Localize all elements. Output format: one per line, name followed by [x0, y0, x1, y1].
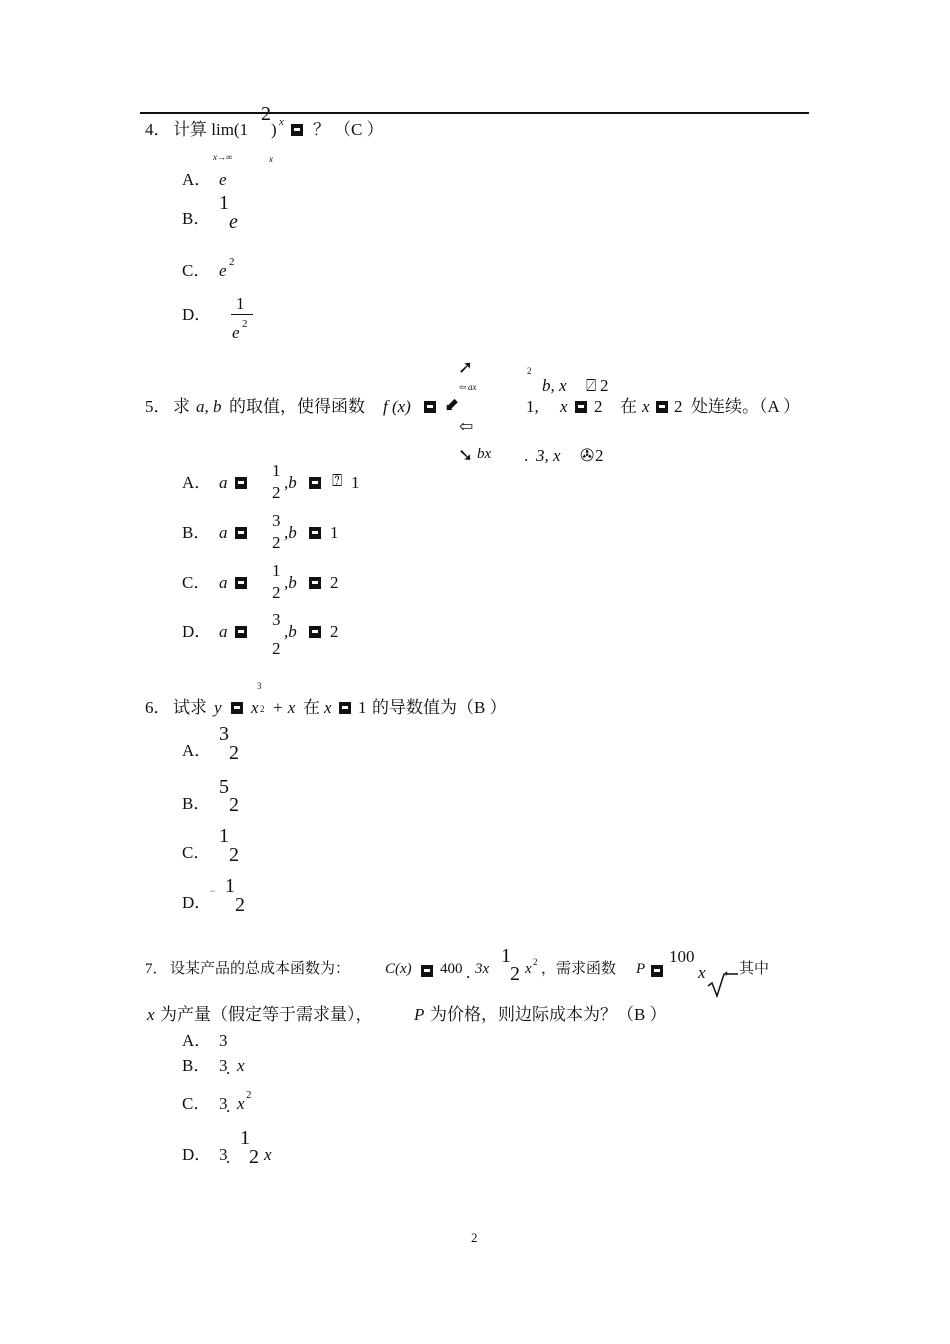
plus-dot-icon: .	[226, 1059, 231, 1078]
q4-option-b-den: e	[229, 211, 238, 233]
q7-half-num: 1	[501, 945, 511, 967]
q5-piece2-expr: 1,	[526, 397, 539, 416]
q5-func: f (x)	[383, 397, 411, 416]
q4-option-c-base: e	[219, 261, 227, 280]
q7-cost-func: C(x)	[385, 961, 412, 977]
q4-option-d-fraction-line	[231, 314, 253, 315]
q7-option-d-num: 1	[240, 1127, 250, 1149]
q4-paren-close: )	[271, 120, 277, 139]
q7-option-b-label: B．	[182, 1056, 211, 1075]
q5-option-b-b: ,b	[284, 523, 297, 542]
q4-option-d-num: 1	[236, 294, 245, 313]
q7-hundred: 100	[669, 947, 695, 966]
equals-icon	[651, 962, 663, 979]
q7-line2-b: 为价格，则边际成本为？（B ）	[430, 1005, 667, 1024]
q5-text-end: 处连续。（A ）	[691, 397, 801, 416]
q4-eq: ？	[313, 120, 330, 139]
q5-piece3-expr: bx	[477, 446, 492, 462]
equals-icon	[235, 474, 247, 491]
q6-text-in: 在	[303, 698, 320, 717]
q6-option-d-num: 1	[225, 875, 235, 897]
q5-option-c-den: 2	[272, 583, 281, 602]
equals-icon	[575, 398, 587, 415]
q7-line2-x: x	[147, 1005, 155, 1024]
q6-option-c-den: 2	[229, 844, 239, 866]
q4-option-a-label: A．	[182, 170, 212, 189]
q5-option-a-a: a	[219, 473, 228, 492]
q5-option-a-label: A．	[182, 473, 212, 492]
q7-cost-const: 400	[440, 961, 463, 977]
q5-option-d-val: 2	[330, 622, 339, 641]
q7-option-d-den: 2	[249, 1146, 259, 1168]
q4-exp: x	[279, 116, 284, 128]
q5-piece1-tail: b, x	[542, 376, 567, 395]
q5-piece1-sup: 2	[527, 366, 532, 376]
q7-option-b-var: x	[237, 1056, 245, 1075]
q6-x: x	[251, 698, 259, 717]
q6-option-b-num: 5	[219, 776, 229, 798]
q7-line2-a: 为产量（假定等于需求量），	[160, 1005, 373, 1024]
q5-option-b-a: a	[219, 523, 228, 542]
q7-root-x: x	[698, 963, 706, 982]
equals-icon	[309, 623, 321, 640]
q5-option-a-den: 2	[272, 483, 281, 502]
q4-lim-sub: x→∞	[213, 152, 233, 162]
equals-icon	[339, 699, 351, 716]
q4-answer: （C ）	[334, 120, 384, 139]
q6-option-a-label: A．	[182, 741, 212, 760]
q4-option-a-expr: e	[219, 170, 227, 189]
q4-option-d-den: e	[232, 323, 240, 342]
q7-line2-p: P	[414, 1005, 425, 1024]
q6-option-a-num: 3	[219, 723, 229, 745]
q4-option-c-label: C．	[182, 261, 211, 280]
equals-icon	[424, 398, 436, 415]
equals-icon	[231, 699, 243, 716]
q5-text-prefix: 求	[173, 397, 190, 416]
q6-plus-x: + x	[272, 698, 296, 717]
plus-dot-icon: .	[226, 1148, 231, 1167]
q7-line1-prefix: 设某产品的总成本函数为：	[170, 961, 351, 977]
q7-option-c-sup: 2	[246, 1089, 252, 1101]
q4-den-x: x	[269, 154, 273, 164]
q7-half-den: 2	[510, 963, 520, 985]
q6-option-d-den: 2	[235, 894, 245, 916]
q6-at-x: x	[324, 698, 332, 717]
q7-option-d-var: x	[264, 1145, 272, 1164]
equals-icon	[235, 524, 247, 541]
q5-option-d-b: ,b	[284, 622, 297, 641]
q7-cost-lin: 3x	[475, 961, 490, 977]
q7-option-a-expr: 3	[219, 1031, 228, 1050]
q6-number: 6．	[145, 698, 171, 717]
q4-option-b-num: 1	[219, 192, 229, 214]
q4-option-d-den-sup: 2	[242, 318, 248, 330]
plus-dot-icon: .	[466, 963, 471, 982]
q5-option-b-den: 2	[272, 533, 281, 552]
equals-icon	[291, 121, 303, 138]
q5-piece2-cond: 2	[594, 397, 603, 416]
q5-option-d-a: a	[219, 622, 228, 641]
q6-exp-num: 3	[257, 681, 262, 691]
q5-option-c-label: C．	[182, 573, 211, 592]
q5-piece1-expr: ax	[468, 382, 477, 392]
q7-cost-sq-sup: 2	[533, 957, 538, 967]
brace-mid-arrow-icon: ⬋	[444, 395, 460, 415]
q6-option-a-den: 2	[229, 742, 239, 764]
piece1-arrow-icon: ⇦	[459, 382, 467, 392]
brace-top-arrow-icon: ➚	[458, 357, 474, 377]
q5-option-d-num: 3	[272, 610, 281, 629]
q5-option-d-den: 2	[272, 639, 281, 658]
equals-icon	[656, 398, 668, 415]
q5-piece3-tail: 3, x	[536, 446, 561, 465]
q5-option-a-num: 1	[272, 461, 281, 480]
plus-dot-icon: .	[226, 1097, 231, 1116]
q5-piece2-x: x	[560, 397, 568, 416]
q7-mid-text: ，需求函数	[541, 961, 617, 977]
q6-y: y	[214, 698, 222, 717]
q7-option-c-var: x	[237, 1094, 245, 1113]
q4-option-c-sup: 2	[229, 256, 235, 268]
minus-icon: ⍰	[332, 471, 343, 490]
q5-cont-val: 2	[674, 397, 683, 416]
q5-option-a-val: 1	[351, 473, 360, 492]
q6-text-end: 的导数值为（B ）	[372, 698, 507, 717]
q5-option-c-a: a	[219, 573, 228, 592]
q7-cost-sq: x	[525, 961, 532, 977]
q5-option-c-b: ,b	[284, 573, 297, 592]
q6-option-c-num: 1	[219, 825, 229, 847]
q4-option-b-label: B．	[182, 209, 211, 228]
q6-option-b-den: 2	[229, 794, 239, 816]
q5-cont-x: x	[642, 397, 650, 416]
q5-option-a-b: ,b	[284, 473, 297, 492]
equals-icon	[235, 574, 247, 591]
equals-icon	[309, 574, 321, 591]
q7-option-d-label: D．	[182, 1145, 212, 1164]
q7-option-a-label: A．	[182, 1031, 212, 1050]
q6-option-d-prefix: −	[210, 886, 216, 896]
q7-tail: ，其中	[724, 961, 770, 977]
q6-option-c-label: C．	[182, 843, 211, 862]
q5-text-mid: 的取值，使得函数	[229, 397, 365, 416]
brace-bottom-arrow-icon: ➘	[458, 445, 474, 465]
q6-prefix: 试求	[173, 698, 207, 717]
equals-icon	[309, 474, 321, 491]
equals-icon	[421, 962, 433, 979]
q5-vars: a, b	[196, 397, 222, 416]
q7-option-c-label: C．	[182, 1094, 211, 1113]
q5-piece3-cond: 2	[595, 446, 604, 465]
q7-number: 7．	[145, 961, 168, 977]
q5-option-d-label: D．	[182, 622, 212, 641]
q7-option-c-expr: 3	[219, 1094, 228, 1113]
q5-option-b-val: 1	[330, 523, 339, 542]
brace-lower-arrow-icon: ⇦	[459, 417, 474, 436]
q7-p: P	[636, 961, 646, 977]
header-rule	[140, 112, 809, 114]
equals-icon	[235, 623, 247, 640]
q5-number: 5．	[145, 397, 171, 416]
q4-prefix: 计算 lim(1	[173, 120, 249, 139]
q7-option-d-expr: 3	[219, 1145, 228, 1164]
q5-option-c-val: 2	[330, 573, 339, 592]
q6-exp-den: 2	[260, 704, 265, 714]
not-equal-icon: ⍁	[586, 376, 597, 395]
greater-than-icon: ✇	[580, 446, 595, 465]
q6-val: 1	[358, 698, 367, 717]
q5-text-after: 在	[620, 397, 637, 416]
q5-option-c-num: 1	[272, 561, 281, 580]
q5-piece1-cond: 2	[600, 376, 609, 395]
q5-option-b-num: 3	[272, 511, 281, 530]
q4-option-d-label: D．	[182, 305, 212, 324]
q4-number: 4．	[145, 120, 171, 139]
q4-num-top: 2	[261, 103, 271, 125]
q6-option-b-label: B．	[182, 794, 211, 813]
q7-option-b-expr: 3	[219, 1056, 228, 1075]
equals-icon	[309, 524, 321, 541]
minus-dot-icon: .	[524, 446, 529, 465]
page-number: 2	[471, 1230, 478, 1245]
q5-option-b-label: B．	[182, 523, 211, 542]
q6-option-d-label: D．	[182, 893, 212, 912]
